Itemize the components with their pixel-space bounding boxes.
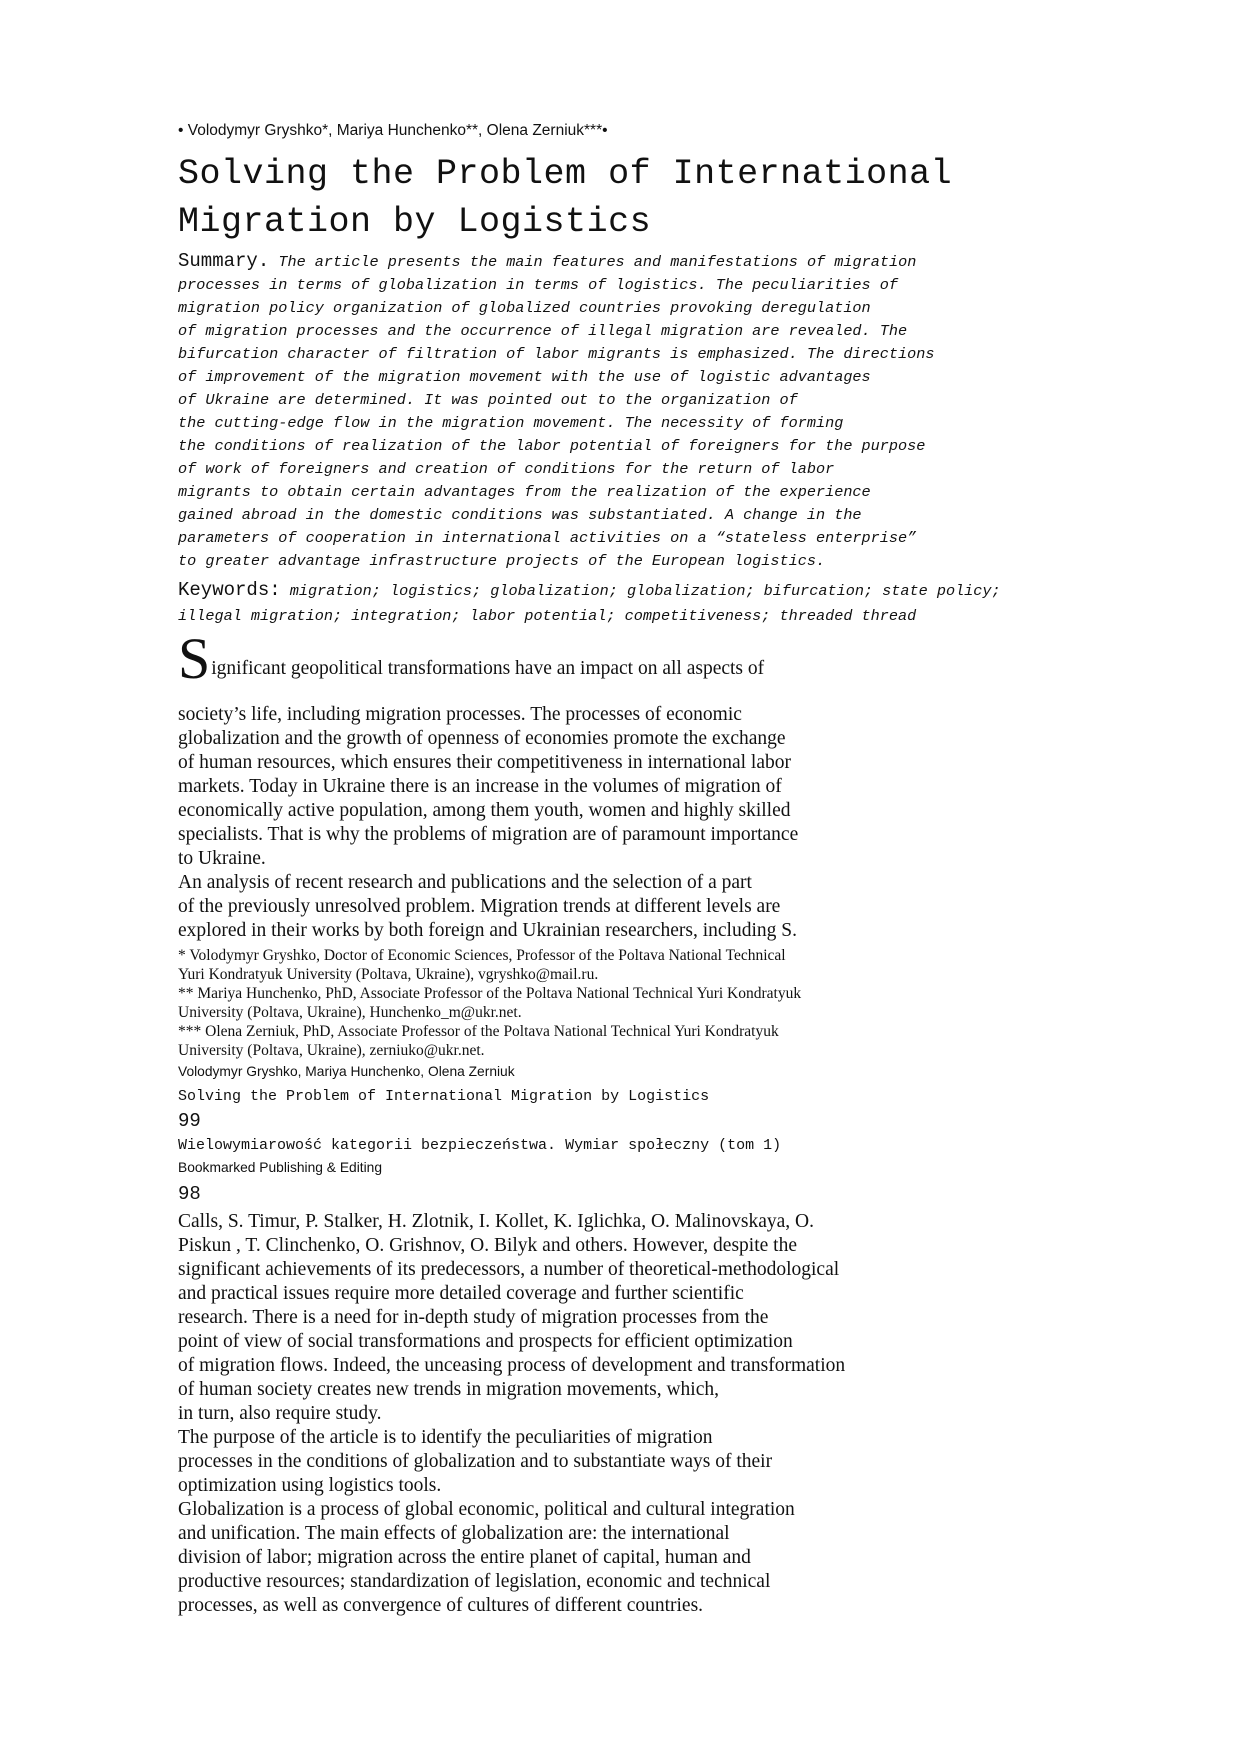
body-line: processes in the conditions of globalization and to substantiate ways of their — [178, 1451, 773, 1472]
title-line: Migration by Logistics — [178, 202, 652, 242]
summary-line: of migration processes and the occurrence of illegal migration are revealed. The — [178, 322, 908, 340]
body-line: economically active population, among them youth, women and highly skilled — [178, 800, 791, 821]
body-text-section-1 — [178, 703, 798, 943]
body-line: and unification. The main effects of globalization are: the international — [178, 1523, 730, 1544]
summary-line: of work of foreigners and creation of conditions for the return of labor — [178, 460, 835, 478]
opening-text: ignificant geopolitical transformations have an impact on all aspects of — [211, 658, 765, 679]
body-line: explored in their works by both foreign and Ukrainian researchers, including S. — [178, 920, 797, 941]
body-line: Calls, S. Timur, P. Stalker, H. Zlotnik, I. Kollet, K. Iglichka, O. Malinovskaya, O. — [178, 1211, 814, 1232]
footnote-line: University (Poltava, Ukraine), Hunchenko_m@ukr.net. — [178, 1004, 522, 1021]
body-line: division of labor; migration across the entire planet of capital, human and — [178, 1547, 751, 1568]
summary-line: parameters of cooperation in international activities on a “stateless enterprise” — [178, 529, 917, 547]
drop-cap: S — [178, 626, 211, 691]
footnote-line: Yuri Kondratyuk University (Poltava, Ukraine), vgryshko@mail.ru. — [178, 966, 599, 983]
summary-label: Summary. — [178, 250, 270, 272]
body-line: to Ukraine. — [178, 848, 266, 869]
summary-line: processes in terms of globalization in terms of logistics. The peculiarities of — [178, 276, 899, 294]
summary-line: the cutting-edge flow in the migration movement. The necessity of forming — [178, 414, 844, 432]
body-text-section-2 — [178, 1210, 845, 1618]
body-line: and practical issues require more detailed coverage and further scientific — [178, 1283, 744, 1304]
publisher-label: Bookmarked Publishing & Editing — [178, 1160, 383, 1175]
title-line: Solving the Problem of International — [178, 154, 953, 194]
summary-text: The article presents the main features and manifestations of migration — [278, 253, 917, 271]
summary-line: the conditions of realization of the labor potential of foreigners for the purpose — [178, 437, 926, 455]
summary-line: gained abroad in the domestic conditions was substantiated. A change in the — [178, 506, 862, 524]
summary-line: migrants to obtain certain advantages from the realization of the experience — [178, 483, 871, 501]
footnotes — [178, 946, 801, 1060]
summary-line: bifurcation character of filtration of labor migrants is emphasized. The directions — [178, 345, 935, 363]
body-line: productive resources; standardization of legislation, economic and technical — [178, 1571, 771, 1592]
body-line: research. There is a need for in-depth study of migration processes from the — [178, 1307, 769, 1328]
body-line: optimization using logistics tools. — [178, 1475, 442, 1496]
keywords-block — [178, 578, 1001, 628]
footnote-line: * Volodymyr Gryshko, Doctor of Economic Sciences, Professor of the Poltava National Technical — [178, 947, 786, 964]
body-line: of human society creates new trends in migration movements, which, — [178, 1379, 719, 1400]
body-line: Piskun , T. Clinchenko, O. Grishnov, O. Bilyk and others. However, despite the — [178, 1235, 797, 1256]
running-header-book: Wielowymiarowość kategorii bezpieczeństwa. Wymiar społeczny (tom 1) — [178, 1137, 782, 1154]
body-line: in turn, also require study. — [178, 1403, 382, 1424]
summary-line: to greater advantage infrastructure projects of the European logistics. — [178, 552, 826, 570]
body-line: society’s life, including migration processes. The processes of economic — [178, 704, 742, 725]
author-byline: • Volodymyr Gryshko*, Mariya Hunchenko**, Olena Zerniuk***• — [178, 122, 608, 139]
summary-line: of Ukraine are determined. It was pointed out to the organization of — [178, 391, 798, 409]
keywords-text: migration; logistics; globalization; globalization; bifurcation; state policy; — [289, 582, 1001, 600]
keywords-line — [178, 578, 1001, 604]
summary-line: of improvement of the migration movement with the use of logistic advantages — [178, 368, 871, 386]
footnote-line: ** Mariya Hunchenko, PhD, Associate Professor of the Poltava National Technical Yuri Kondratyuk — [178, 985, 802, 1002]
running-header-authors: Volodymyr Gryshko, Mariya Hunchenko, Olena Zerniuk — [178, 1064, 515, 1079]
page-number: 99 — [178, 1110, 201, 1132]
body-line: processes, as well as convergence of cultures of different countries. — [178, 1595, 704, 1616]
body-line: An analysis of recent research and publications and the selection of a part — [178, 872, 752, 893]
body-line: markets. Today in Ukraine there is an increase in the volumes of migration of — [178, 776, 782, 797]
body-line: significant achievements of its predecessors, a number of theoretical-methodological — [178, 1259, 840, 1280]
running-header-title: Solving the Problem of International Migration by Logistics — [178, 1088, 710, 1105]
body-line: point of view of social transformations and prospects for efficient optimization — [178, 1331, 793, 1352]
body-line: globalization and the growth of openness of economies promote the exchange — [178, 728, 786, 749]
article-title — [178, 150, 952, 246]
summary-block — [178, 250, 934, 573]
keywords-line: illegal migration; integration; labor potential; competitiveness; threaded thread — [178, 606, 917, 625]
summary-line — [178, 250, 934, 274]
footnote-line: *** Olena Zerniuk, PhD, Associate Professor of the Poltava National Technical Yuri Kondratyuk — [178, 1023, 779, 1040]
body-line: of migration flows. Indeed, the unceasing process of development and transformation — [178, 1355, 846, 1376]
body-line: of the previously unresolved problem. Migration trends at different levels are — [178, 896, 781, 917]
body-line: of human resources, which ensures their competitiveness in international labor — [178, 752, 791, 773]
opening-line — [178, 626, 765, 692]
body-line: specialists. That is why the problems of migration are of paramount importance — [178, 824, 799, 845]
summary-line: migration policy organization of globalized countries provoking deregulation — [178, 299, 871, 317]
body-line: Globalization is a process of global economic, political and cultural integration — [178, 1499, 795, 1520]
body-line: The purpose of the article is to identify the peculiarities of migration — [178, 1427, 713, 1448]
keywords-label: Keywords: — [178, 579, 281, 601]
footnote-line: University (Poltava, Ukraine), zerniuko@ukr.net. — [178, 1042, 485, 1059]
page-number: 98 — [178, 1183, 201, 1205]
